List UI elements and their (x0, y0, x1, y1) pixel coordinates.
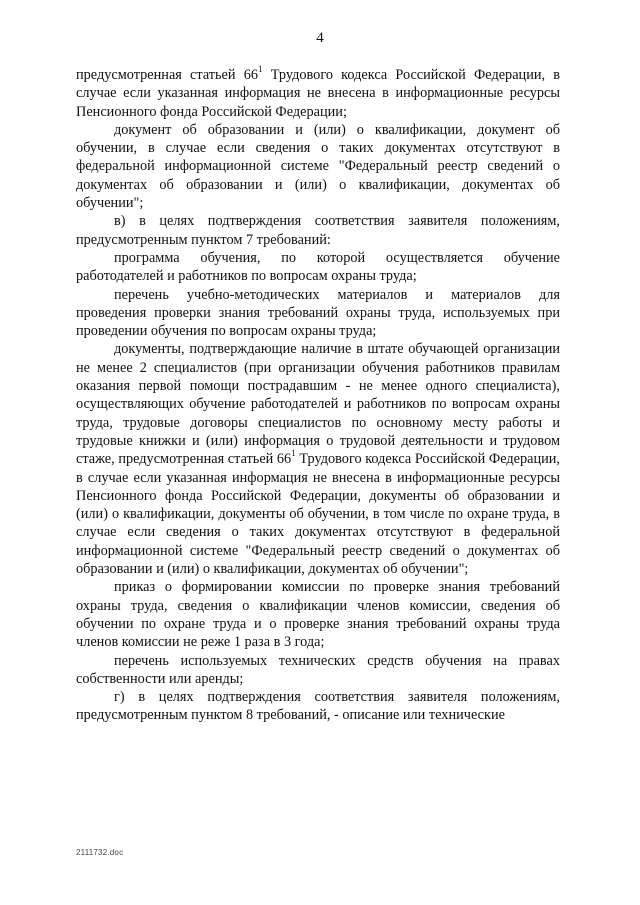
document-body (76, 66, 560, 725)
paragraph: перечень используемых технических средств обучения на правах собственности или аренды; (76, 652, 560, 687)
paragraph: в) в целях подтверждения соответствия заявителя положениям, предусмотренным пунктом 7 требований: (76, 213, 560, 248)
paragraph-text: Трудового кодекса Российской Федерации, в случае если указанная информация не внесена в информационные ресурсы Пенсионного фонда Российской Федерации; (76, 67, 561, 120)
paragraph: программа обучения, по которой осуществляется обучение работодателей и работников по вопросам охраны труда; (76, 249, 560, 285)
superscript: 1 (258, 64, 263, 75)
paragraph-text: предусмотренная статьей 66 (76, 67, 259, 83)
paragraph: перечень учебно-методических материалов и материалов для проведения проверки знания требований охраны труда, используемых при проведении обучения по вопросам охраны труда; (76, 286, 560, 340)
paragraph (76, 340, 560, 578)
paragraph-text: документы, подтверждающие наличие в штате обучающей организации не менее 2 специалистов (при организации обучения работников правилам оказания первой помощи пострадавшим - не менее одного специалиста), осуществляющих обучение работодателей и работников по вопросам охраны труда, трудовые договоры специалистов по основному месту работы и трудовые книжки и (или) информация о трудовой деятельности и трудовом стаже, предусмотренная статьей 66 (76, 341, 560, 468)
paragraph-continuation (76, 66, 560, 121)
superscript: 1 (291, 448, 296, 459)
paragraph: приказ о формировании комиссии по проверке знания требований охраны труда, сведения о квалификации членов комиссии, сведения об обучении по охране труда и о проверке знания требований охраны труда членов комиссии не реже 1 раза в 3 года; (76, 579, 560, 651)
paragraph: документ об образовании и (или) о квалификации, документ об обучении, в случае если сведения о таких документах отсутствуют в федеральной информационной системе "Федеральный реестр сведений о документах об образовании и (или) о квалификации, документах об обучении"; (76, 121, 560, 212)
page-number: 4 (316, 30, 324, 46)
document-file-code: 2111732.doc (76, 848, 124, 857)
paragraph: г) в целях подтверждения соответствия заявителя положениям, предусмотренным пунктом 8 требований, - описание или технические (76, 689, 560, 724)
paragraph-text: Трудового кодекса Российской Федерации, в случае если указанная информация не внесена в информационные ресурсы Пенсионного фонда Российской Федерации, документы об образовании и (или) о квалификации, документы об обучении, в том числе по охране труда, в случае если сведения о таких документах отсутствуют в федеральной информационной системе "Федеральный реестр сведений о документах об образовании и (или) о квалификации, документах об обучении"; (76, 451, 560, 578)
